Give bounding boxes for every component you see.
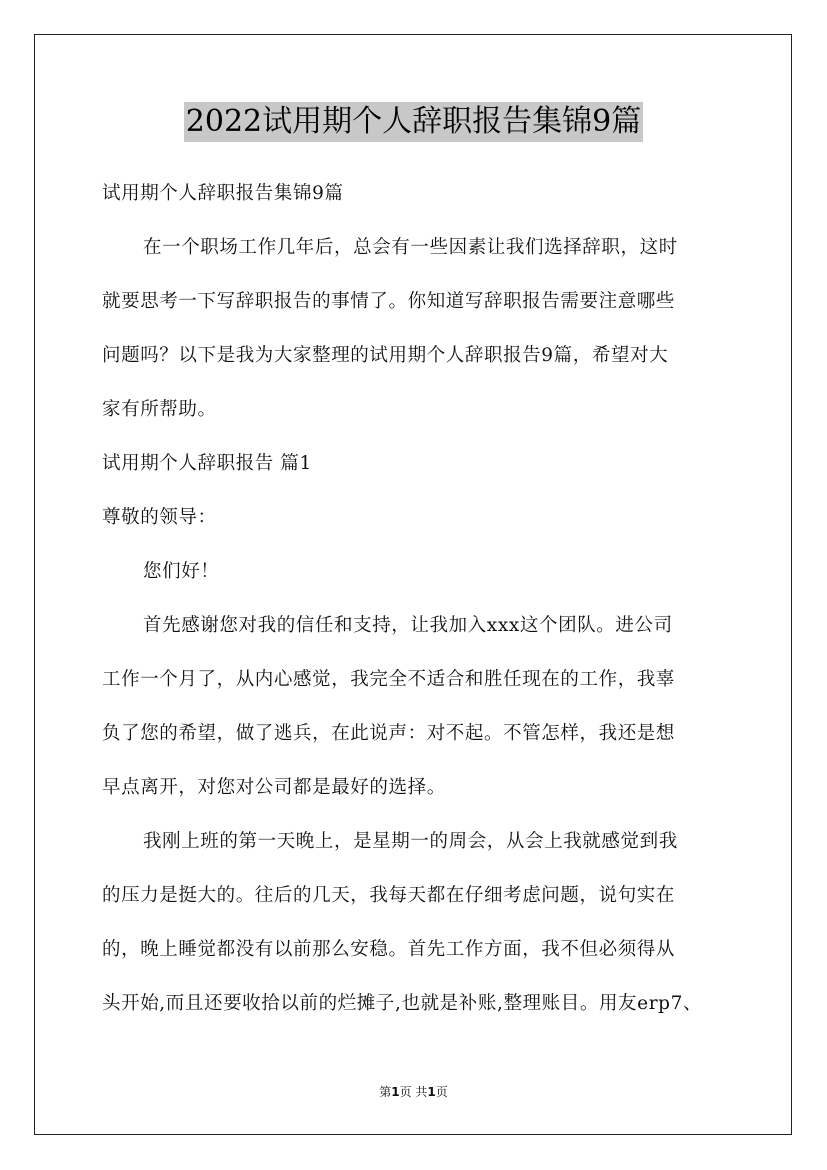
paragraph-line: 负了您的希望，做了逃兵，在此说声：对不起。不管怎样，我还是想 <box>102 723 676 744</box>
footer-page-suffix: 页 <box>435 1085 448 1099</box>
paragraph-line: 的压力是挺大的。往后的几天，我每天都在仔细考虑问题，说句实在 <box>102 885 676 906</box>
title-container <box>0 102 827 142</box>
paragraph-line: 家有所帮助。 <box>102 399 217 420</box>
paragraph-line: 您们好！ <box>143 561 220 582</box>
footer-page-total: 1 <box>427 1085 436 1099</box>
paragraph-line: 早点离开，对您对公司都是最好的选择。 <box>102 777 446 798</box>
footer-page-mid: 页 共 <box>399 1085 428 1099</box>
paragraph-line: 就要思考一下写辞职报告的事情了。你知道写辞职报告需要注意哪些 <box>102 291 676 312</box>
paragraph-line: 我刚上班的第一天晚上，是星期一的周会，从会上我就感觉到我 <box>143 831 678 852</box>
page-footer <box>0 1084 827 1100</box>
paragraph-line: 在一个职场工作几年后，总会有一些因素让我们选择辞职，这时 <box>143 237 678 258</box>
footer-page-current: 1 <box>391 1085 400 1099</box>
paragraph-line: 的，晚上睡觉都没有以前那么安稳。首先工作方面，我不但必须得从 <box>102 939 676 960</box>
paragraph-line: 工作一个月了，从内心感觉，我完全不适合和胜任现在的工作，我辜 <box>102 669 676 690</box>
paragraph-line: 试用期个人辞职报告集锦9篇 <box>102 183 344 204</box>
paragraph-line: 头开始,而且还要收拾以前的烂摊子,也就是补账,整理账目。用友erp7、 <box>102 993 703 1014</box>
paragraph-line: 试用期个人辞职报告 篇1 <box>102 453 312 474</box>
footer-page-prefix: 第 <box>379 1085 392 1099</box>
document-title: 2022试用期个人辞职报告集锦9篇 <box>184 102 643 142</box>
paragraph-line: 问题吗？以下是我为大家整理的试用期个人辞职报告9篇，希望对大 <box>102 345 669 366</box>
paragraph-line: 首先感谢您对我的信任和支持，让我加入xxx这个团队。进公司 <box>143 615 673 636</box>
paragraph-line: 尊敬的领导： <box>102 507 217 528</box>
